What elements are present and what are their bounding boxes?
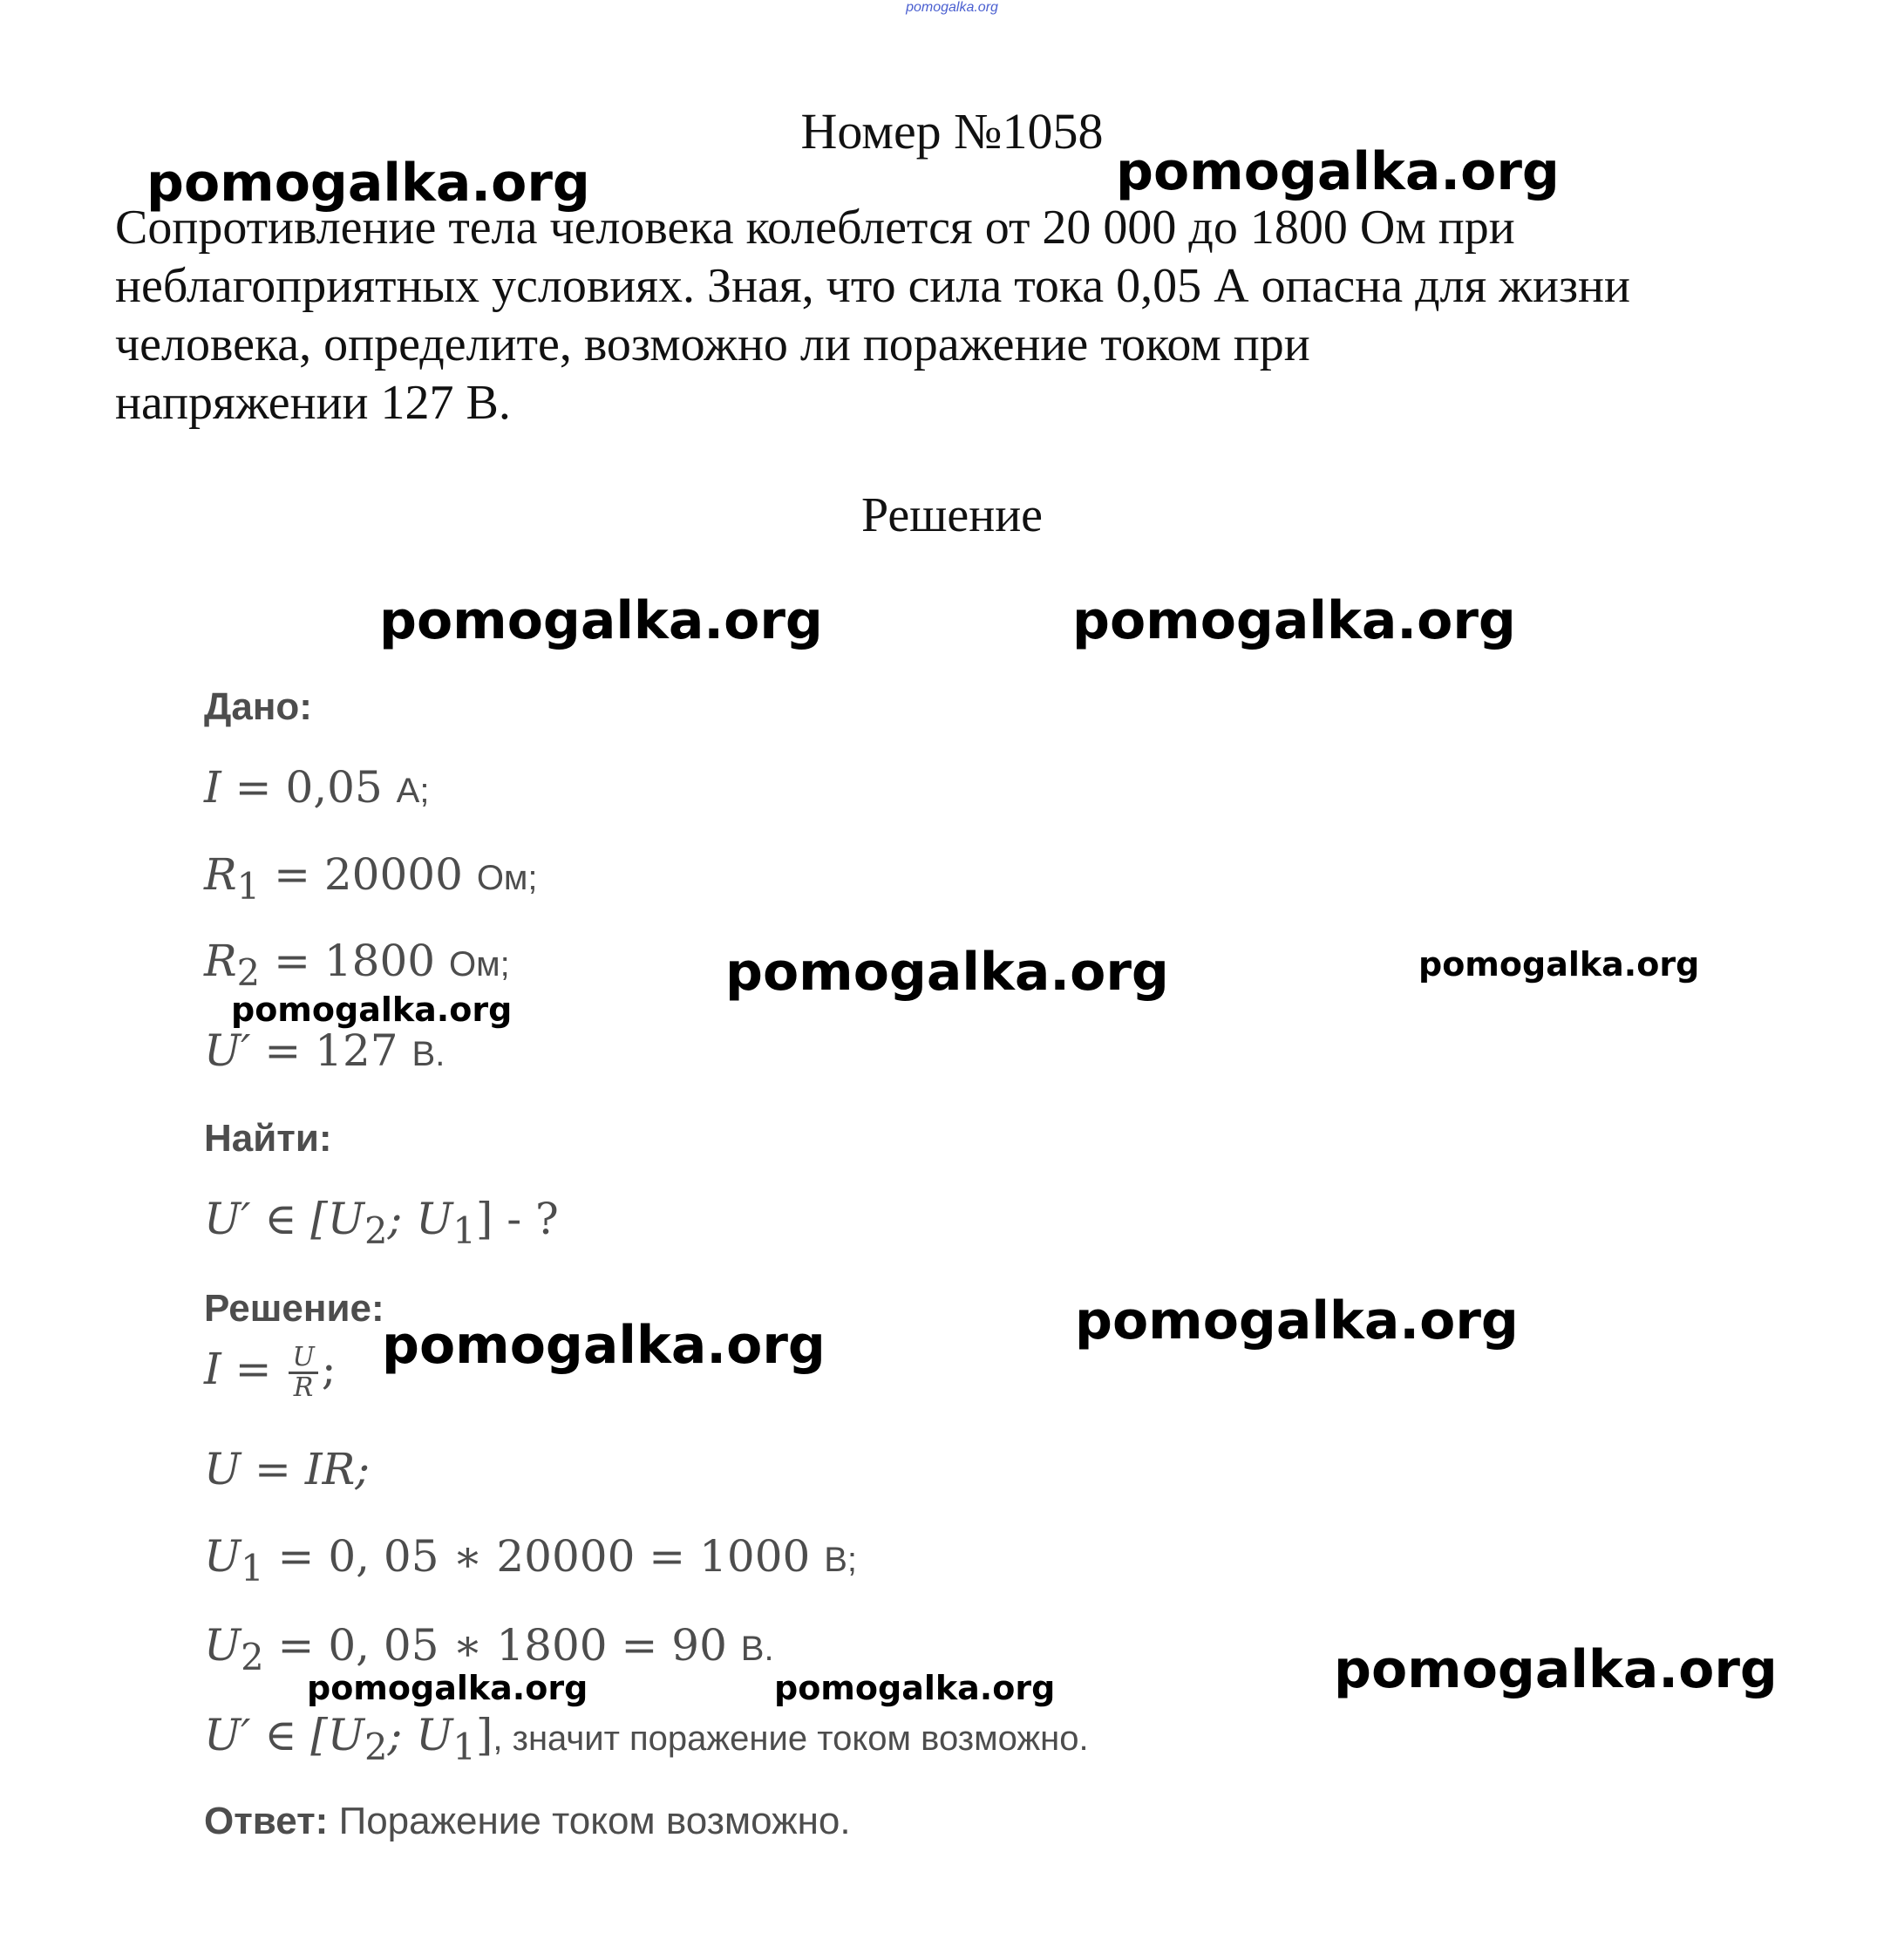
find-expression xyxy=(204,1193,559,1257)
watermark: pomogalka.org xyxy=(1072,590,1516,651)
fraction xyxy=(289,1341,317,1403)
section-title: Решение xyxy=(860,488,1044,542)
watermark: pomogalka.org xyxy=(382,1315,826,1376)
calc-u1 xyxy=(204,1530,857,1595)
var-symbol: U′ xyxy=(204,1025,251,1076)
watermark: pomogalka.org xyxy=(1334,1639,1778,1700)
watermark: pomogalka.org xyxy=(231,991,513,1029)
given-current xyxy=(204,761,429,817)
watermark: pomogalka.org xyxy=(1116,141,1560,202)
expr-part: U = IR; xyxy=(204,1444,371,1494)
watermark: pomogalka.org xyxy=(1418,945,1700,984)
watermark: pomogalka.org xyxy=(307,1669,588,1707)
solution-label: Решение: xyxy=(204,1287,384,1330)
unit: В. xyxy=(740,1630,774,1668)
find-label: Найти: xyxy=(204,1117,332,1160)
unit: Ом; xyxy=(476,859,538,897)
value: = 0, 05 ∗ 20000 = 1000 xyxy=(263,1531,825,1582)
subscript: 2 xyxy=(236,951,261,994)
var-symbol: U xyxy=(204,1620,241,1671)
watermark: pomogalka.org xyxy=(725,942,1169,1003)
watermark: pomogalka.org xyxy=(146,153,590,214)
expr-part: U′ ∈ [U xyxy=(204,1194,364,1244)
expr-part: I = xyxy=(204,1344,286,1394)
given-resistance-1 xyxy=(204,848,538,913)
subscript: 2 xyxy=(364,1209,388,1252)
expr-part: U′ ∈ [U xyxy=(204,1710,364,1760)
value: = 0, 05 ∗ 1800 = 90 xyxy=(263,1620,741,1671)
ohm-law-formula xyxy=(204,1343,337,1402)
subscript: 2 xyxy=(241,1636,264,1678)
expr-part: ; U xyxy=(387,1710,453,1760)
problem-line: напряжении 127 В. xyxy=(115,376,511,430)
given-label: Дано: xyxy=(204,685,312,728)
expr-part: ] - ? xyxy=(475,1194,559,1244)
subscript: 2 xyxy=(364,1726,388,1768)
unit: В. xyxy=(411,1035,445,1073)
subscript: 1 xyxy=(241,1547,264,1590)
subscript: 1 xyxy=(236,865,261,908)
answer-label: Ответ: xyxy=(204,1800,329,1842)
value: = 0,05 xyxy=(221,762,397,813)
value: = 1800 xyxy=(260,936,449,986)
value: = 127 xyxy=(250,1025,412,1076)
watermark: pomogalka.org xyxy=(774,1669,1056,1707)
watermark: pomogalka.org xyxy=(379,590,823,651)
expr-part: ; xyxy=(321,1344,337,1394)
unit: Ом; xyxy=(449,945,510,984)
unit: А; xyxy=(396,772,430,810)
conclusion xyxy=(204,1709,1089,1773)
numerator: U xyxy=(289,1344,317,1374)
value: = 20000 xyxy=(260,849,477,900)
conclusion-text: , значит поражение током возможно. xyxy=(493,1719,1089,1758)
subscript: 1 xyxy=(452,1726,476,1768)
var-symbol: I xyxy=(204,762,221,813)
subscript: 1 xyxy=(452,1209,476,1252)
answer xyxy=(204,1799,851,1844)
watermark: pomogalka.org xyxy=(1075,1290,1519,1351)
var-symbol: U xyxy=(204,1531,241,1582)
answer-text: Поражение током возможно. xyxy=(328,1800,851,1842)
problem-line: неблагоприятных условиях. Зная, что сила тока 0,05 А опасна для жизни xyxy=(115,259,1630,313)
problem-line: Сопротивление тела человека колеблется от 20 000 до 1800 Ом при xyxy=(115,201,1515,255)
problem-line: человека, определите, возможно ли поражение током при xyxy=(115,317,1310,371)
top-watermark: pomogalka.org xyxy=(906,0,998,15)
problem-statement xyxy=(115,199,1824,432)
unit: В; xyxy=(824,1541,858,1579)
page-title: Номер №1058 xyxy=(800,103,1104,160)
var-symbol: R xyxy=(204,849,237,900)
expr-part: ] xyxy=(475,1710,493,1760)
denominator: R xyxy=(293,1372,314,1403)
voltage-formula xyxy=(204,1443,370,1495)
var-symbol: R xyxy=(204,936,237,986)
given-voltage xyxy=(204,1025,445,1080)
expr-part: ; U xyxy=(387,1194,453,1244)
